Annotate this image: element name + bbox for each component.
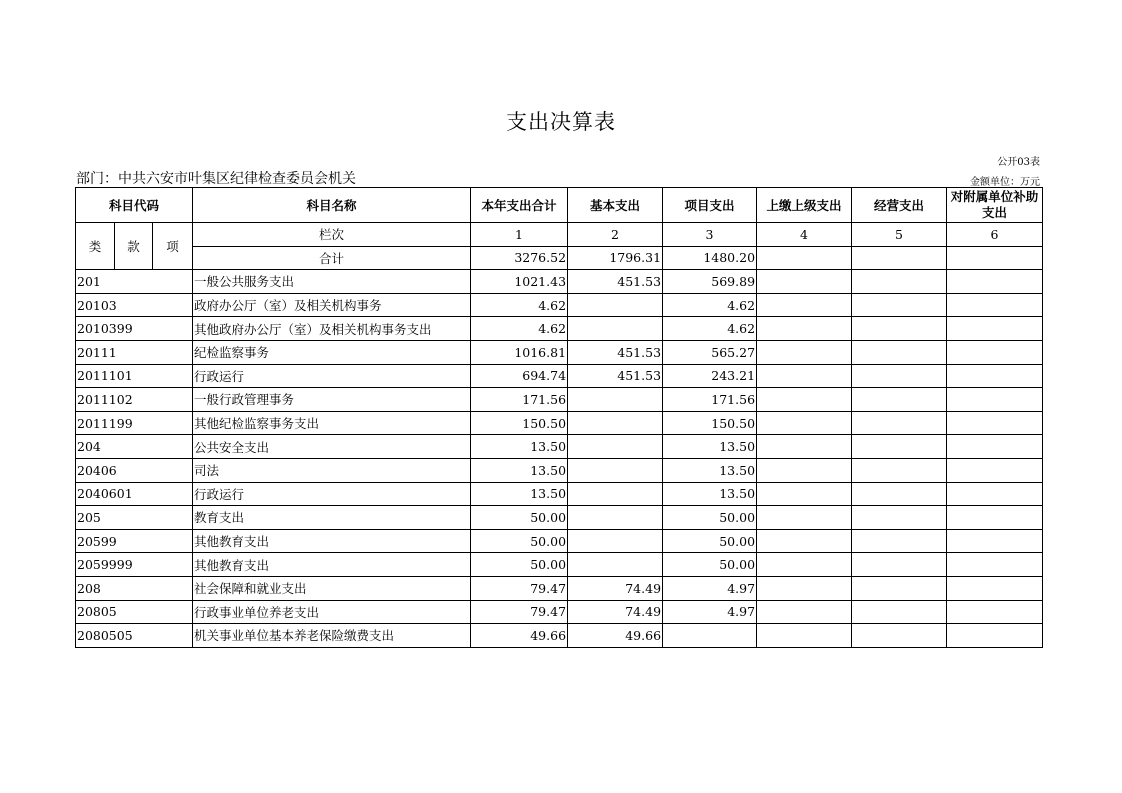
row-code: 2011199: [76, 411, 193, 435]
lanci-label: 栏次: [193, 223, 471, 247]
row-subsidy: [947, 435, 1043, 459]
header-basic: 基本支出: [568, 188, 663, 223]
row-basic: [568, 553, 663, 577]
row-subsidy: [947, 529, 1043, 553]
row-basic: [568, 388, 663, 412]
row-upper: [757, 576, 852, 600]
row-upper: [757, 482, 852, 506]
row-subsidy: [947, 293, 1043, 317]
row-name: 教育支出: [193, 506, 471, 530]
row-upper: [757, 364, 852, 388]
row-subsidy: [947, 506, 1043, 530]
col-num: 6: [947, 223, 1043, 247]
table-row: [76, 458, 1043, 482]
row-name: 其他政府办公厅（室）及相关机构事务支出: [193, 317, 471, 341]
table-row: [76, 482, 1043, 506]
row-project: 13.50: [663, 435, 757, 459]
row-code: 20406: [76, 458, 193, 482]
row-upper: [757, 411, 852, 435]
row-upper: [757, 270, 852, 294]
row-name: 行政运行: [193, 364, 471, 388]
row-subsidy: [947, 576, 1043, 600]
row-subsidy: [947, 624, 1043, 648]
header-name: 科目名称: [193, 188, 471, 223]
row-upper: [757, 388, 852, 412]
row-basic: 49.66: [568, 624, 663, 648]
row-code: 2010399: [76, 317, 193, 341]
row-business: [852, 624, 947, 648]
row-basic: 74.49: [568, 576, 663, 600]
row-total: 1021.43: [471, 270, 568, 294]
col-num: 3: [663, 223, 757, 247]
row-upper: [757, 624, 852, 648]
row-name: 一般行政管理事务: [193, 388, 471, 412]
header-lei: 类: [76, 223, 115, 270]
row-business: [852, 482, 947, 506]
row-code: 204: [76, 435, 193, 459]
column-number-row: [76, 223, 1043, 247]
total-basic: 1796.31: [568, 246, 663, 270]
row-basic: 451.53: [568, 364, 663, 388]
row-total: 13.50: [471, 458, 568, 482]
row-total: 79.47: [471, 600, 568, 624]
header-kuan: 款: [115, 223, 153, 270]
total-upper: [757, 246, 852, 270]
row-basic: 74.49: [568, 600, 663, 624]
row-subsidy: [947, 364, 1043, 388]
row-project: 565.27: [663, 340, 757, 364]
row-total: 79.47: [471, 576, 568, 600]
row-business: [852, 340, 947, 364]
row-upper: [757, 553, 852, 577]
row-name: 其他教育支出: [193, 529, 471, 553]
table-row: [76, 293, 1043, 317]
row-code: 2080505: [76, 624, 193, 648]
row-code: 20111: [76, 340, 193, 364]
table-row: [76, 411, 1043, 435]
row-basic: [568, 529, 663, 553]
total-subsidy: [947, 246, 1043, 270]
row-code: 20599: [76, 529, 193, 553]
row-subsidy: [947, 411, 1043, 435]
row-basic: 451.53: [568, 270, 663, 294]
row-name: 行政事业单位养老支出: [193, 600, 471, 624]
row-business: [852, 435, 947, 459]
table-row: [76, 435, 1043, 459]
row-business: [852, 317, 947, 341]
row-upper: [757, 293, 852, 317]
row-project: [663, 624, 757, 648]
row-total: 171.56: [471, 388, 568, 412]
row-upper: [757, 340, 852, 364]
row-subsidy: [947, 388, 1043, 412]
row-business: [852, 600, 947, 624]
row-subsidy: [947, 270, 1043, 294]
row-upper: [757, 435, 852, 459]
row-business: [852, 270, 947, 294]
row-code: 2011102: [76, 388, 193, 412]
row-name: 一般公共服务支出: [193, 270, 471, 294]
header-code: 科目代码: [76, 188, 193, 223]
row-upper: [757, 317, 852, 341]
header-xiang: 项: [153, 223, 193, 270]
row-name: 社会保障和就业支出: [193, 576, 471, 600]
total-project: 1480.20: [663, 246, 757, 270]
table-row: [76, 340, 1043, 364]
unit-label: 金额单位：万元: [970, 177, 1040, 188]
row-business: [852, 506, 947, 530]
page-title: 支出决算表: [506, 110, 616, 134]
row-total: 50.00: [471, 506, 568, 530]
row-total: 13.50: [471, 482, 568, 506]
row-upper: [757, 458, 852, 482]
department-label: 部门：中共六安市叶集区纪律检查委员会机关: [76, 171, 356, 187]
row-project: 569.89: [663, 270, 757, 294]
row-name: 司法: [193, 458, 471, 482]
row-total: 50.00: [471, 553, 568, 577]
col-num: 2: [568, 223, 663, 247]
table-row: [76, 529, 1043, 553]
row-business: [852, 411, 947, 435]
row-total: 13.50: [471, 435, 568, 459]
row-upper: [757, 506, 852, 530]
total-amount: 3276.52: [471, 246, 568, 270]
row-subsidy: [947, 600, 1043, 624]
row-name: 其他纪检监察事务支出: [193, 411, 471, 435]
row-business: [852, 364, 947, 388]
header-total: 本年支出合计: [471, 188, 568, 223]
row-upper: [757, 600, 852, 624]
row-subsidy: [947, 482, 1043, 506]
row-subsidy: [947, 340, 1043, 364]
row-basic: [568, 482, 663, 506]
row-upper: [757, 529, 852, 553]
col-num: 5: [852, 223, 947, 247]
table-row: [76, 576, 1043, 600]
row-code: 205: [76, 506, 193, 530]
row-total: 4.62: [471, 317, 568, 341]
row-name: 政府办公厅（室）及相关机构事务: [193, 293, 471, 317]
row-project: 4.62: [663, 317, 757, 341]
table-row: [76, 364, 1043, 388]
row-subsidy: [947, 553, 1043, 577]
header-subsidy: 对附属单位补助支出: [947, 188, 1043, 223]
row-business: [852, 553, 947, 577]
header-row: [76, 188, 1043, 223]
table-row: [76, 317, 1043, 341]
table-row: [76, 624, 1043, 648]
total-row: [76, 246, 1043, 270]
row-code: 20103: [76, 293, 193, 317]
form-code: 公开03表: [997, 157, 1040, 168]
row-basic: [568, 411, 663, 435]
row-project: 171.56: [663, 388, 757, 412]
table-row: [76, 553, 1043, 577]
row-business: [852, 529, 947, 553]
row-total: 50.00: [471, 529, 568, 553]
row-code: 2040601: [76, 482, 193, 506]
row-business: [852, 388, 947, 412]
row-project: 4.97: [663, 576, 757, 600]
row-subsidy: [947, 458, 1043, 482]
row-basic: [568, 317, 663, 341]
row-business: [852, 458, 947, 482]
table-row: [76, 270, 1043, 294]
row-code: 2011101: [76, 364, 193, 388]
row-basic: [568, 458, 663, 482]
row-basic: 451.53: [568, 340, 663, 364]
row-total: 1016.81: [471, 340, 568, 364]
row-code: 2059999: [76, 553, 193, 577]
row-total: 150.50: [471, 411, 568, 435]
row-project: 13.50: [663, 482, 757, 506]
row-name: 公共安全支出: [193, 435, 471, 459]
row-project: 4.97: [663, 600, 757, 624]
header-business: 经营支出: [852, 188, 947, 223]
row-project: 50.00: [663, 506, 757, 530]
row-name: 行政运行: [193, 482, 471, 506]
table-row: [76, 506, 1043, 530]
row-project: 50.00: [663, 553, 757, 577]
table-row: [76, 600, 1043, 624]
expenditure-table: [75, 187, 1043, 648]
row-project: 13.50: [663, 458, 757, 482]
row-total: 49.66: [471, 624, 568, 648]
row-basic: [568, 435, 663, 459]
row-subsidy: [947, 317, 1043, 341]
header-upper: 上缴上级支出: [757, 188, 852, 223]
row-code: 201: [76, 270, 193, 294]
row-name: 纪检监察事务: [193, 340, 471, 364]
row-project: 150.50: [663, 411, 757, 435]
table-row: [76, 388, 1043, 412]
row-project: 243.21: [663, 364, 757, 388]
row-code: 20805: [76, 600, 193, 624]
row-total: 4.62: [471, 293, 568, 317]
col-num: 1: [471, 223, 568, 247]
row-code: 208: [76, 576, 193, 600]
total-business: [852, 246, 947, 270]
header-project: 项目支出: [663, 188, 757, 223]
total-label: 合计: [193, 246, 471, 270]
col-num: 4: [757, 223, 852, 247]
row-project: 50.00: [663, 529, 757, 553]
row-basic: [568, 293, 663, 317]
row-name: 机关事业单位基本养老保险缴费支出: [193, 624, 471, 648]
row-business: [852, 576, 947, 600]
row-project: 4.62: [663, 293, 757, 317]
row-name: 其他教育支出: [193, 553, 471, 577]
row-basic: [568, 506, 663, 530]
row-total: 694.74: [471, 364, 568, 388]
row-business: [852, 293, 947, 317]
